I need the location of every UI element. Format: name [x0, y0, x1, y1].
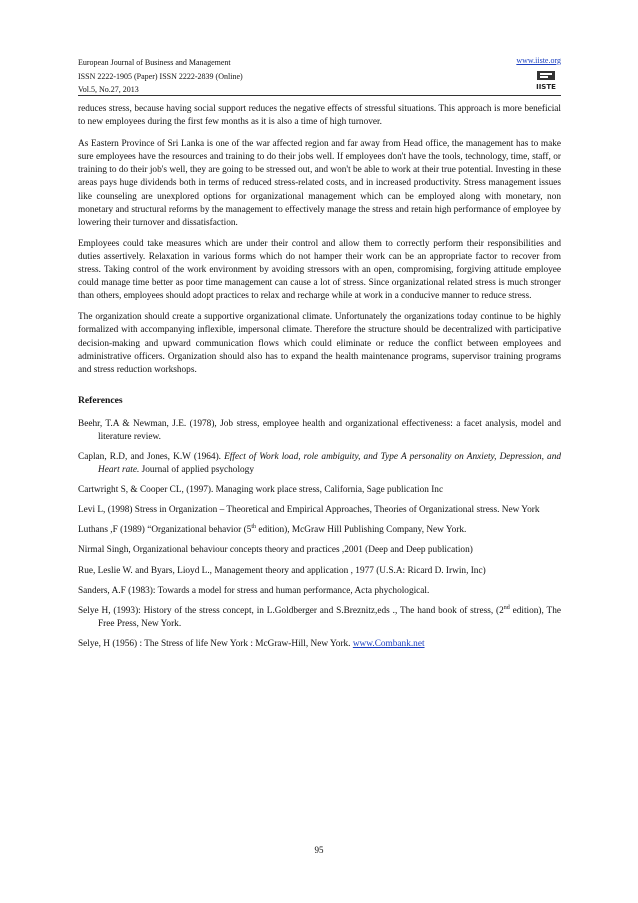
page-header: [78, 56, 561, 97]
paragraph: Employees could take measures which are under their control and allow them to correctly perform their responsibilities and duties assertively. Relaxation in various forms which do not hamper their work can be an appropriate factor to recover from stress. Taking control of the work environment by avoiding stressors with an open, compromising, forgiving attitude employee could manage time better as poor time management can cause a lot of stress. Since organizational related stress is much stronger than others, employees should adopt practices to relax and recharge while at work in a conducive manner to reduce stress.: [78, 238, 561, 302]
combank-link[interactable]: www.Combank.net: [352, 638, 425, 649]
reference-text: edition), McGraw Hill Publishing Company, New York.: [256, 525, 467, 536]
reference-text: edition), The Free Press, New York.: [98, 605, 561, 629]
reference-item: [78, 638, 561, 651]
page-number: 95: [314, 845, 324, 855]
reference-source: Journal of applied psychology: [139, 465, 254, 476]
reference-item: [78, 524, 561, 537]
paragraph: The organization should create a supportive organizational climate. Unfortunately the organizations today continue to be highly formalized with accompanying inflexible, impersonal climate. Therefore the structure should be decentralized with participative decision-making and upward communication flows which could eliminate or reduce the conflict between employees and administrative officers. Organization should also has to expand the health maintenance programs, supervisor training programs and stress reduction workshops.: [78, 312, 561, 375]
reference-authors: Caplan, R.D, and Jones, K.W (1964).: [78, 451, 225, 462]
page-body: [78, 103, 561, 658]
references-heading: References: [78, 394, 123, 406]
reference-item: Sanders, A.F (1983): Towards a model for stress and human performance, Acta phychological.: [78, 585, 430, 596]
reference-item: Rue, Leslie W. and Byars, Lioyd L., Management theory and application , 1977 (U.S.A: Ricard D. Irwin, Inc): [78, 565, 486, 576]
superscript: nd: [503, 604, 510, 611]
reference-item: Cartwright S, & Cooper CL, (1997). Managing work place stress, California, Sage publication Inc: [78, 485, 444, 496]
reference-item: Beehr, T.A & Newman, J.E. (1978), Job stress, employee health and organizational effectiveness: a facet analysis, model and literature review.: [78, 418, 561, 442]
logo-text: IISTE: [536, 83, 556, 91]
header-rule: [78, 95, 561, 96]
reference-item: [78, 605, 561, 631]
website-link[interactable]: www.iiste.org: [516, 56, 561, 65]
paragraph: As Eastern Province of Sri Lanka is one of the war affected region and far away from Head office, the management has to make sure employees have the resources and training to do their jobs well. If employees don't have the tools, technology, time, staff, or training to do their job's well, they are going to be stressed out, and won't be able to work at their true potential. Investing in these areas pays huge dividends both in terms of reduced stress-related costs, and in increased productivity. Stress management issues like counseling are unexplored options for organizational management which can be employed along with monetary, non monetary and structural reforms by the management to effectively manage the stress and retain high performance of employee by lowering their turnover and dissatisfaction.: [78, 139, 561, 228]
reference-item: Levi L, (1998) Stress in Organization – Theoretical and Empirical Approaches, Theories of Organizational stress. New York: [78, 505, 540, 516]
reference-text: Selye, H (1956) : The Stress of life New York : McGraw-Hill, New York.: [78, 638, 353, 649]
journal-name: European Journal of Business and Management: [78, 58, 231, 67]
superscript: th: [251, 524, 256, 531]
reference-item: [78, 451, 561, 477]
paragraph: reduces stress, because having social support reduces the negative effects of stressful situations. This approach is more beneficial to new employees during the first few months as it is also a time of high turnover.: [78, 104, 561, 128]
issn-line: ISSN 2222-1905 (Paper) ISSN 2222-2839 (Online): [78, 71, 243, 81]
iiste-logo-icon: [533, 70, 559, 92]
reference-title: Effect of Work load, role ambiguity, and Type A personality on Anxiety, Depression, and Heart rate.: [98, 451, 561, 476]
reference-text: Selye H, (1993): History of the stress concept, in L.Goldberger and S.Breznitz,eds ., The hand book of stress, (2: [78, 605, 504, 616]
volume-line: Vol.5, No.27, 2013: [78, 85, 139, 94]
reference-item: Nirmal Singh, Organizational behaviour concepts theory and practices ,2001 (Deep and Deep publication): [78, 545, 473, 556]
reference-text: Luthans ,F (1989) “Organizational behavior (5: [78, 525, 252, 536]
